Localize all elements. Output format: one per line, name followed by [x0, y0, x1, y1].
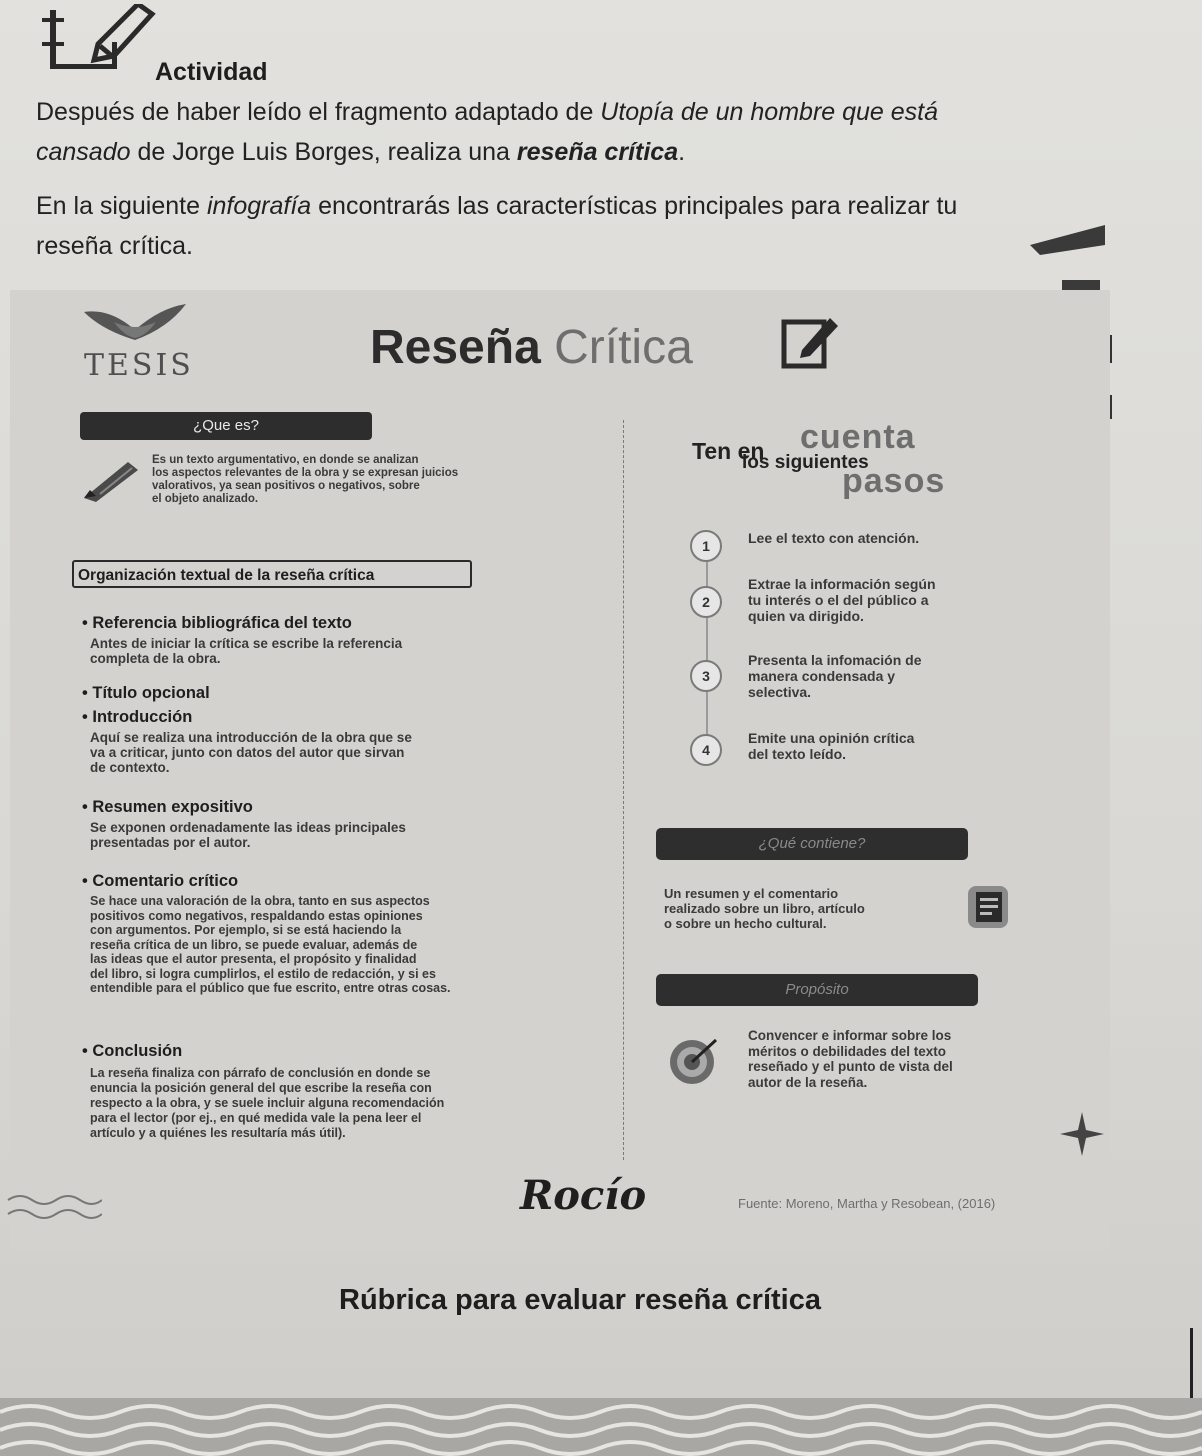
- steps-heading-cuenta: cuenta: [800, 418, 916, 456]
- section-title-summary: • Resumen expositivo: [82, 798, 253, 816]
- purpose-label: Propósito: [656, 974, 978, 1006]
- section-body-critical-comment: Se hace una valoración de la obra, tanto en sus aspectos positivos como negativos, respaldando estas opiniones con argumentos. Por ejemplo, si se está haciendo la reseña crítica de un libro, se puede evaluar, además de las ideas que el autor presenta, el propósito y finalidad del libro, si logra cumplirlos, el estilo de redacción, y si es entendible para el público que fue escrito, entre otras cosas.: [90, 894, 451, 995]
- pencil-icon: [80, 456, 142, 502]
- section-body-reference: Antes de iniciar la crítica se escribe la referencia completa de la obra.: [90, 636, 403, 666]
- section-body-introduction: Aquí se realiza una introducción de la obra que se va a criticar, junto con datos del autor que sirvan de contexto.: [90, 730, 412, 775]
- wave-decoration-icon: [6, 1190, 102, 1224]
- what-is-description: Es un texto argumentativo, en donde se analizan los aspectos relevantes de la obra y se expresan juicios valorativos, ya sean positivos o negativos, sobre el objeto analizado.: [152, 454, 459, 505]
- book-icon: [966, 884, 1010, 930]
- column-divider: [623, 420, 624, 1160]
- decorative-pattern-strip: [0, 1398, 1202, 1456]
- author-signature: Rocío: [520, 1172, 647, 1219]
- tesis-wings-logo-icon: [80, 300, 190, 350]
- section-title-reference: • Referencia bibliográfica del texto: [82, 614, 352, 632]
- rubric-title: Rúbrica para evaluar reseña crítica: [339, 1284, 821, 1316]
- step-text-4: Emite una opinión crítica del texto leído.: [748, 730, 915, 762]
- notebook-pencil-icon: [34, 4, 164, 84]
- organization-label: Organización textual de la reseña crítica: [72, 560, 472, 588]
- what-is-label: ¿Que es?: [80, 412, 372, 440]
- step-number-3: 3: [690, 660, 722, 692]
- steps-heading-los-siguientes: los siguientes: [742, 452, 869, 473]
- source-citation: Fuente: Moreno, Martha y Resobean, (2016): [738, 1196, 996, 1211]
- section-title-critical-comment: • Comentario crítico: [82, 872, 239, 890]
- step-number-1: 1: [690, 530, 722, 562]
- target-icon: [668, 1036, 720, 1086]
- section-title-introduction: • Introducción: [82, 708, 193, 726]
- sparkle-icon: [1058, 1110, 1106, 1158]
- step-number-4: 4: [690, 734, 722, 766]
- intro-paragraph-2: En la siguiente infografía encontrarás las características principales para realizar tu reseña crítica.: [36, 192, 958, 260]
- contains-label: ¿Qué contiene?: [656, 828, 968, 860]
- margin-mark: [1190, 1328, 1193, 1398]
- section-title-conclusion: • Conclusión: [82, 1042, 183, 1060]
- intro-paragraph-1: Después de haber leído el fragmento adaptado de Utopía de un hombre que está cansado de Jorge Luis Borges, realiza una reseña crítica.: [36, 98, 939, 166]
- section-body-summary: Se exponen ordenadamente las ideas principales presentadas por el autor.: [90, 820, 406, 850]
- steps-heading-ten-en: Ten en: [692, 438, 765, 464]
- tesis-logo-text: TESIS: [84, 348, 194, 383]
- step-text-3: Presenta la infomación de manera condensada y selectiva.: [748, 652, 922, 700]
- purpose-text: Convencer e informar sobre los méritos o debilidades del texto reseñado y el punto de vista del autor de la reseña.: [748, 1028, 953, 1090]
- steps-connector-line: [706, 548, 708, 748]
- steps-heading-pasos: pasos: [842, 462, 946, 500]
- infographic-title: Reseña Crítica: [370, 321, 693, 374]
- contains-text: Un resumen y el comentario realizado sobre un libro, artículo o sobre un hecho cultural.: [664, 886, 865, 931]
- section-title-optional-title: • Título opcional: [82, 684, 210, 702]
- step-text-1: Lee el texto con atención.: [748, 530, 920, 546]
- step-text-2: Extrae la información según tu interés o el del público a quien va dirigido.: [748, 576, 936, 624]
- edit-note-icon: [780, 312, 842, 372]
- activity-title: Actividad: [155, 58, 268, 86]
- section-body-conclusion: La reseña finaliza con párrafo de conclusión en donde se enuncia la posición general del que escribe la reseña con respecto a la obra, y se suele incluir alguna recomendación para el lector (por ej., en qué medida vale la pena leer el artículo y a quiénes les resultaría más útil).: [90, 1066, 445, 1140]
- step-number-2: 2: [690, 586, 722, 618]
